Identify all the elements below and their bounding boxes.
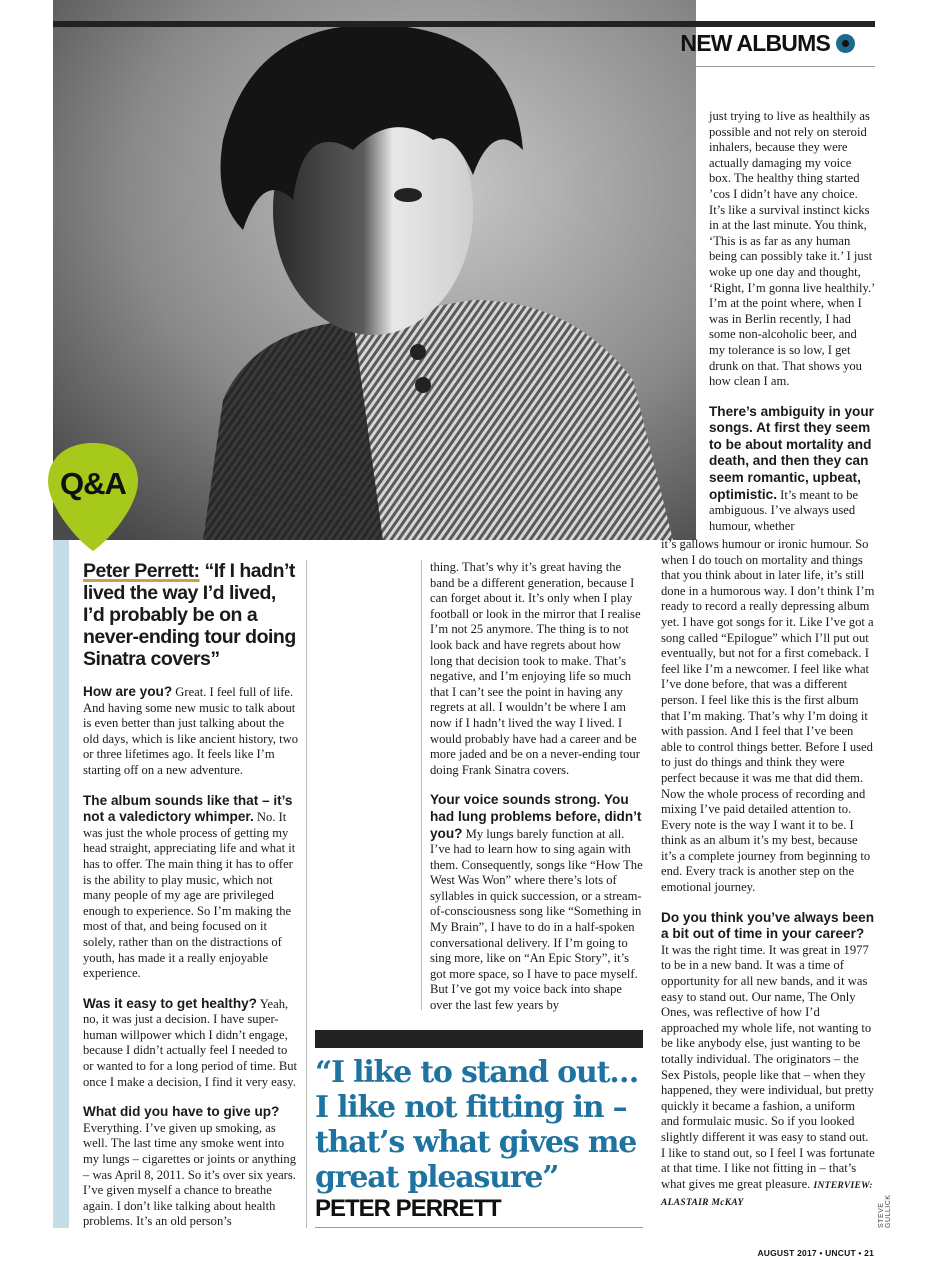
column-divider — [306, 560, 307, 1228]
article-column-2 — [430, 560, 643, 1028]
column-3-top-body — [709, 109, 875, 534]
interview-question: Do you think you’ve always been a bit out of time in your career? — [661, 909, 875, 942]
interview-answer: My lungs barely function at all. I’ve had to learn how to sing again with them. Consequently, songs like “How The West Was Won” where there’s lots of syllables in quick succession, or a stream-of-consciousness song like “Something in My Brain”, I have to do in a half-spoken conversational delivery. If I’m going to sing more, like on “An Epic Story”, it’s got more space, so I have to pace myself. But I’ve got my voice back into shape over the last few years by — [430, 826, 643, 1013]
article-paragraph — [83, 996, 298, 1091]
column-1-body — [83, 684, 298, 1230]
interview-question: There’s ambiguity in your songs. At first they seem to be about mortality and death, and then they can seem romantic, upbeat, optimistic. — [709, 403, 874, 502]
interview-answer: Yeah, no, it was just a decision. I have super-human willpower which I didn’t engage, because I didn’t actually feel I needed to or wanted to for a long period of time. But once I make a decision, I find it very easy. — [83, 996, 298, 1089]
sidebar-accent — [53, 540, 69, 1228]
interview-answer: It’s meant to be ambiguous. I’ve always used humour, whether — [709, 487, 859, 533]
pullquote-bar — [315, 1030, 643, 1048]
page-folio: AUGUST 2017 • UNCUT • 21 — [757, 1248, 874, 1258]
interview-question: What did you have to give up? — [83, 1104, 280, 1120]
article-paragraph — [709, 109, 875, 390]
interview-answer: it’s gallows humour or ironic humour. So when I do touch on mortality and things that you think about in later life, it’s still done in a humorous way. I don’t think I’m ready to record a really depressing album yet. I have got songs for it. Like I’ve got a song called “Epilogue” which I’ll put out eventually, but not for a first comeback. I feel like I’m a newcomer. I feel like what I’ve done before, that was a different person. I feel like this is the first album that I’m making. That’s why I’m doing it with passion. And I feel that I’ve been able to control things better. Before I used to just do things and think they were perfect because it was me that did them. Now the whole process of recording and mixing I’ve paid detailed attention to. Every note is the way I want it to be. I think as an album it’s my best, because it’s a complete journey from beginning to end. Every track is another step on the emotional journey. — [661, 537, 875, 895]
article-column-1 — [83, 560, 298, 1244]
interview-question: The album sounds like that – it’s not a valedictory whimper. — [83, 792, 293, 825]
pullquote-attribution: PETER PERRETT — [315, 1195, 501, 1222]
article-paragraph — [83, 793, 298, 982]
article-column-3-bottom — [661, 537, 875, 1226]
headline-name: Peter Perrett: — [83, 560, 200, 582]
article-paragraph — [430, 560, 643, 778]
portrait-photo — [53, 0, 696, 540]
photo-credit: STEVE GULLICK — [878, 1194, 892, 1228]
pullquote: “I like to stand out… I like not fitting in – that’s what gives me great pleasure” — [315, 1055, 639, 1195]
pullquote-rule — [315, 1227, 643, 1228]
headline — [83, 560, 298, 670]
article-paragraph — [709, 404, 875, 535]
article-paragraph — [661, 910, 875, 1212]
article-column-3-top — [709, 109, 875, 548]
article-paragraph — [430, 792, 643, 1013]
article-paragraph — [83, 1104, 298, 1230]
column-3-bottom-body — [661, 537, 875, 1212]
section-title — [680, 30, 855, 57]
column-2-body — [430, 560, 643, 1014]
interview-answer: It was the right time. It was great in 1977 to be in a new band. It was a time of opportunity for all new bands, and it was easy to stand out. Our name, The Only Ones, was reflective of how I’d approached my whole life, not wanting to be like anybody else, just wanting to be totally individual. The originators – the Sex Pistols, people like that – when they happened, they were individual, but pretty quickly it became a fashion, a uniform and formulaic music. So if you looked slightly different it was easy to stand out. I like to stand out, so I feel I was fortunate at that time. I like not fitting in – that’s what gives me great pleasure. — [661, 942, 875, 1191]
interview-question: Was it easy to get healthy? — [83, 995, 257, 1011]
interview-credit: INTERVIEW: ALASTAIR McKAY — [661, 1180, 873, 1209]
column-divider — [421, 560, 422, 1010]
interview-answer: Great. I feel full of life. And having some new music to talk about is even better than just talking about the old days, which is like ancient history, two or three lifetimes ago. It feels like I’m starting off on a new adventure. — [83, 685, 298, 777]
interview-answer: thing. That’s why it’s great having the band be a different generation, because I can forget about it. It’s only when I play football or look in the mirror that I realise I’m not 25 anymore. The thing is to not look back and have regrets about how long that decision took to make. That’s negative, and I’m enjoying life so much that I can’t see the point in having any regrets at all. I wouldn’t be where I am now if I hadn’t lived the way I lived. I would probably have had a career and be more jaded and be on a never-ending tour doing Frank Sinatra covers. — [430, 560, 641, 777]
section-rule — [696, 66, 875, 67]
interview-question: Your voice sounds strong. You had lung problems before, didn’t you? — [430, 792, 642, 841]
qa-badge-label: Q&A — [60, 466, 126, 501]
article-paragraph — [661, 537, 875, 896]
article-paragraph — [83, 684, 298, 779]
interview-question: How are you? — [83, 684, 173, 699]
interview-answer: No. It was just the whole process of getting my head straight, appreciating life and what it has to offer. The main thing it has to offer is the ability to play music, which not many people of my age are privileged enough to experience. So I’m making the most of that, and being focused on it solely, rather than on the distractions of youth, has made it a really enjoyable experience. — [83, 810, 296, 981]
headline-quote: “If I hadn’t lived the way I’d lived, I’d probably be on a never-ending tour doing Sinatra covers” — [83, 560, 296, 670]
interview-answer: just trying to live as healthily as possible and not rely on steroid inhalers, because they were actually damaging my voice box. The healthy thing started ’cos I didn’t have any choice. It’s like a survival instinct kicks in at the last minute. You think, ‘This is as far as any human being can possibly take it.’ I just woke up one day and thought, ‘Right, I’m gonna live healthily.’ I’m at the point where, when I was in Berlin recently, I had some non-alcoholic beer, and my tolerance is so low, I get drunk on that. That shows you how clean I am. — [709, 109, 875, 389]
section-dot-icon — [836, 34, 855, 53]
interview-answer: Everything. I’ve given up smoking, as well. The last time any smoke went into my lungs – cigarettes or joints or anything – was April 8, 2011. So it’s over six years. I’ve given myself a chance to breathe again. I don’t like talking about health problems. It’s an old person’s — [83, 1120, 297, 1229]
section-title-text: NEW ALBUMS — [680, 30, 830, 56]
top-rule — [53, 21, 875, 27]
